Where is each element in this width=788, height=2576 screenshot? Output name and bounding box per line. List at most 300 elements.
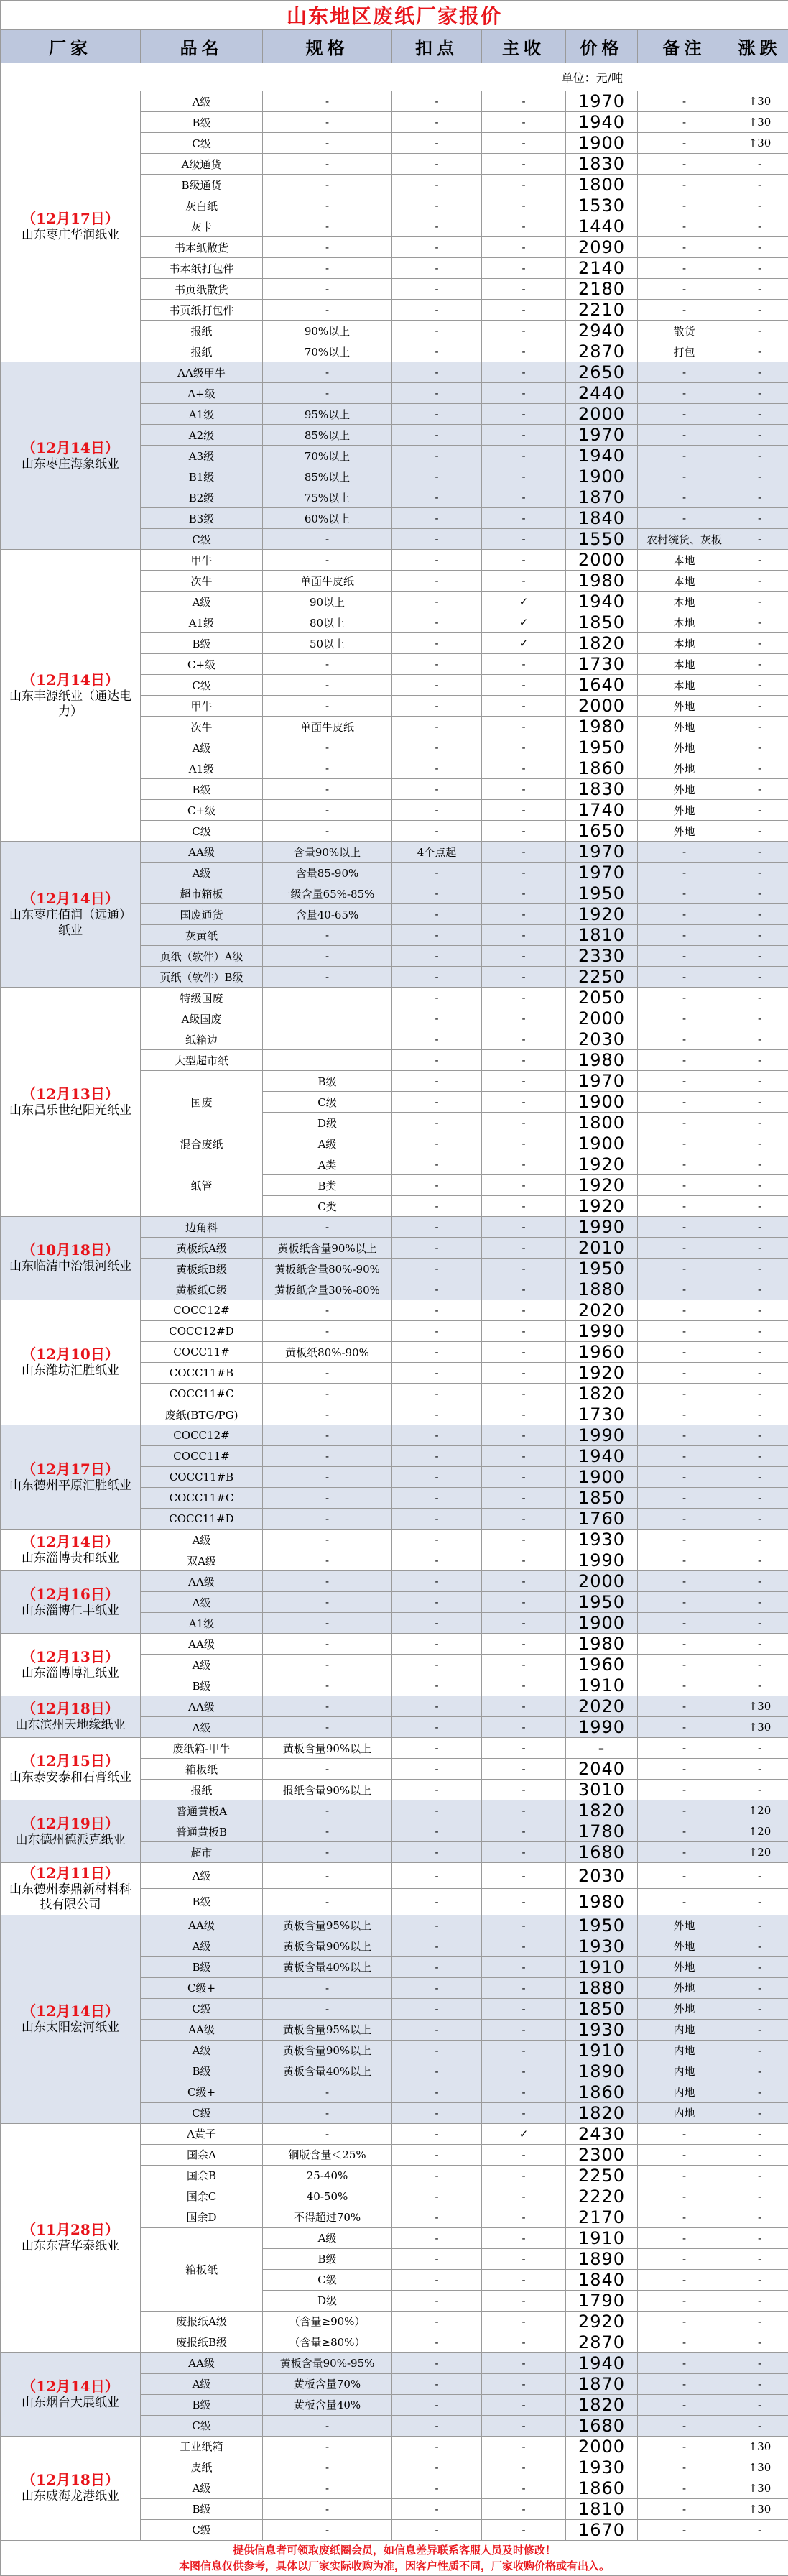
- note-cell: -: [638, 2269, 731, 2290]
- product-cell: 国余B: [141, 2165, 263, 2186]
- main-purchase-cell: -: [482, 2373, 566, 2394]
- price-cell: 2000: [566, 696, 638, 717]
- factory-cell: [1, 1800, 141, 1863]
- main-purchase-cell: -: [482, 1675, 566, 1696]
- deduction-cell: -: [392, 1133, 482, 1154]
- note-cell: -: [638, 1071, 731, 1092]
- main-purchase-cell: -: [482, 2457, 566, 2478]
- note-cell: -: [638, 2290, 731, 2311]
- product-cell: COCC11#B: [141, 1363, 263, 1384]
- deduction-cell: -: [392, 2248, 482, 2269]
- factory-cell: [1, 1571, 141, 1634]
- change-cell: -: [731, 1196, 788, 1217]
- main-purchase-cell: ✓: [482, 612, 566, 633]
- spec-cell: -: [263, 2415, 392, 2436]
- quote-date: （12月14日）: [4, 2378, 137, 2396]
- spec-cell: -: [263, 779, 392, 800]
- note-cell: -: [638, 1467, 731, 1488]
- change-cell: -: [731, 1384, 788, 1404]
- price-cell: 1860: [566, 2478, 638, 2498]
- spec-cell: -: [263, 800, 392, 821]
- change-cell: -: [731, 1321, 788, 1342]
- change-cell: -: [731, 1889, 788, 1915]
- product-cell: COCC11#C: [141, 1384, 263, 1404]
- price-cell: 1850: [566, 1488, 638, 1509]
- main-purchase-cell: -: [482, 2061, 566, 2082]
- product-cell: A级: [141, 592, 263, 612]
- note-cell: 农村统货、灰板: [638, 529, 731, 550]
- product-cell: B3级: [141, 508, 263, 529]
- spec-cell: -: [263, 258, 392, 279]
- main-purchase-cell: -: [482, 425, 566, 446]
- price-cell: 1930: [566, 1936, 638, 1956]
- spec-cell: -: [263, 821, 392, 842]
- main-purchase-cell: -: [482, 2040, 566, 2061]
- change-cell: -: [731, 529, 788, 550]
- deduction-cell: -: [392, 529, 482, 550]
- note-cell: -: [638, 2248, 731, 2269]
- spec-cell: -: [263, 112, 392, 133]
- spec-cell: 黄板含量95%以上: [263, 1915, 392, 1936]
- spec-cell: （含量≥90%）: [263, 2311, 392, 2332]
- main-purchase-cell: -: [482, 2019, 566, 2040]
- main-purchase-cell: -: [482, 1050, 566, 1071]
- change-cell: -: [731, 1738, 788, 1759]
- deduction-cell: -: [392, 1634, 482, 1655]
- price-cell: 1890: [566, 2061, 638, 2082]
- note-cell: -: [638, 1092, 731, 1113]
- change-cell: -: [731, 2082, 788, 2102]
- deduction-cell: -: [392, 988, 482, 1008]
- product-cell: 特级国废: [141, 988, 263, 1008]
- price-cell: 1950: [566, 1915, 638, 1936]
- deduction-cell: -: [392, 2311, 482, 2332]
- product-cell: 黄板纸C级: [141, 1279, 263, 1300]
- change-cell: -: [731, 321, 788, 341]
- factory-cell: [1, 2123, 141, 2352]
- note-cell: -: [638, 967, 731, 988]
- product-cell: C级+: [141, 2082, 263, 2102]
- deduction-cell: -: [392, 1759, 482, 1780]
- quote-date: （12月18日）: [4, 1700, 137, 1718]
- price-cell: 1820: [566, 2102, 638, 2123]
- product-cell: 报纸: [141, 341, 263, 362]
- deduction-cell: -: [392, 1998, 482, 2019]
- factory-cell: [1, 1738, 141, 1800]
- product-cell: 废报纸A级: [141, 2311, 263, 2332]
- main-purchase-cell: -: [482, 2227, 566, 2248]
- price-cell: 2020: [566, 1696, 638, 1717]
- main-purchase-cell: -: [482, 1217, 566, 1238]
- product-cell: B级: [141, 2394, 263, 2415]
- spec-cell: 85%以上: [263, 425, 392, 446]
- main-purchase-cell: -: [482, 1300, 566, 1321]
- spec-cell: 60%以上: [263, 508, 392, 529]
- footer-line-1: 提供信息者可领取废纸圈会员，如信息差异联系客服人员及时修改！: [1, 2542, 788, 2558]
- change-cell: -: [731, 633, 788, 654]
- note-cell: -: [638, 2519, 731, 2540]
- deduction-cell: -: [392, 1936, 482, 1956]
- note-cell: -: [638, 1738, 731, 1759]
- product-cell: B级: [141, 1956, 263, 1977]
- note-cell: -: [638, 1717, 731, 1738]
- price-cell: 2000: [566, 2436, 638, 2457]
- deduction-cell: -: [392, 946, 482, 967]
- change-cell: -: [731, 2144, 788, 2165]
- price-cell: 1960: [566, 1655, 638, 1675]
- deduction-cell: -: [392, 1238, 482, 1259]
- change-cell: -: [731, 1363, 788, 1384]
- product-cell: 工业纸箱: [141, 2436, 263, 2457]
- factory-cell: [1, 842, 141, 988]
- price-cell: 1760: [566, 1509, 638, 1530]
- note-cell: -: [638, 1321, 731, 1342]
- note-cell: -: [638, 2207, 731, 2227]
- change-cell: -: [731, 362, 788, 383]
- spec-cell: 黄板纸80%-90%: [263, 1342, 392, 1363]
- table-row: [1, 842, 788, 862]
- note-cell: -: [638, 446, 731, 466]
- price-cell: 2250: [566, 2165, 638, 2186]
- spec-cell: -: [263, 362, 392, 383]
- deduction-cell: -: [392, 466, 482, 487]
- change-cell: -: [731, 1675, 788, 1696]
- deduction-cell: -: [392, 2207, 482, 2227]
- deduction-cell: -: [392, 1915, 482, 1936]
- spec-cell: -: [263, 300, 392, 321]
- deduction-cell: -: [392, 550, 482, 571]
- product-cell: A级: [141, 737, 263, 758]
- main-purchase-cell: -: [482, 1571, 566, 1592]
- change-cell: -: [731, 1655, 788, 1675]
- price-cell: 1920: [566, 1196, 638, 1217]
- change-cell: -: [731, 758, 788, 779]
- product-cell: 灰卡: [141, 216, 263, 237]
- change-cell: -: [731, 1467, 788, 1488]
- main-purchase-cell: -: [482, 1915, 566, 1936]
- change-cell: -: [731, 279, 788, 300]
- change-cell: -: [731, 1915, 788, 1936]
- main-purchase-cell: -: [482, 2498, 566, 2519]
- price-cell: 1980: [566, 1889, 638, 1915]
- price-cell: 2180: [566, 279, 638, 300]
- deduction-cell: -: [392, 1977, 482, 1998]
- spec-cell: B级: [263, 2248, 392, 2269]
- factory-name: 山东德州平原汇胜纸业: [4, 1478, 137, 1494]
- main-purchase-cell: -: [482, 2207, 566, 2227]
- product-cell: 甲牛: [141, 550, 263, 571]
- note-cell: -: [638, 508, 731, 529]
- change-cell: -: [731, 1571, 788, 1592]
- product-cell: C级: [141, 2415, 263, 2436]
- quote-date: （12月17日）: [4, 1460, 137, 1478]
- deduction-cell: -: [392, 925, 482, 946]
- spec-cell: -: [263, 1998, 392, 2019]
- table-row: [1, 1217, 788, 1238]
- deduction-cell: -: [392, 133, 482, 154]
- price-cell: 1780: [566, 1821, 638, 1842]
- price-cell: 1950: [566, 1259, 638, 1279]
- spec-cell: -: [263, 196, 392, 216]
- change-cell: -: [731, 258, 788, 279]
- note-cell: -: [638, 2498, 731, 2519]
- price-cell: 1920: [566, 1154, 638, 1175]
- note-cell: -: [638, 300, 731, 321]
- price-cell: 2020: [566, 1300, 638, 1321]
- change-cell: -: [731, 717, 788, 737]
- note-cell: -: [638, 279, 731, 300]
- change-cell: -: [731, 1977, 788, 1998]
- main-purchase-cell: -: [482, 1936, 566, 1956]
- spec-cell: -: [263, 946, 392, 967]
- product-cell: 普通黄板A: [141, 1800, 263, 1821]
- price-cell: 1900: [566, 1467, 638, 1488]
- deduction-cell: -: [392, 571, 482, 592]
- price-cell: 1880: [566, 1279, 638, 1300]
- factory-name: 山东淄博贵和纸业: [4, 1551, 137, 1566]
- spec-cell: 70%以上: [263, 446, 392, 466]
- change-cell: -: [731, 1175, 788, 1196]
- change-cell: -: [731, 2519, 788, 2540]
- spec-cell: 报纸含量90%以上: [263, 1780, 392, 1800]
- deduction-cell: -: [392, 1800, 482, 1821]
- main-purchase-cell: -: [482, 1321, 566, 1342]
- note-cell: 本地: [638, 571, 731, 592]
- price-cell: 1440: [566, 216, 638, 237]
- main-purchase-cell: -: [482, 1530, 566, 1550]
- change-cell: -: [731, 154, 788, 175]
- note-cell: -: [638, 196, 731, 216]
- deduction-cell: -: [392, 2082, 482, 2102]
- price-cell: 1800: [566, 175, 638, 196]
- change-cell: -: [731, 383, 788, 404]
- change-cell: -: [731, 2352, 788, 2373]
- deduction-cell: -: [392, 258, 482, 279]
- spec-cell: -: [263, 175, 392, 196]
- product-cell: A级: [141, 862, 263, 883]
- change-cell: -: [731, 779, 788, 800]
- deduction-cell: -: [392, 862, 482, 883]
- spec-cell: 黄板含量40%以上: [263, 1956, 392, 1977]
- deduction-cell: -: [392, 1509, 482, 1530]
- price-cell: 1950: [566, 883, 638, 904]
- product-cell: B级: [141, 779, 263, 800]
- spec-cell: -: [263, 1300, 392, 1321]
- spec-cell: B类: [263, 1175, 392, 1196]
- deduction-cell: -: [392, 425, 482, 446]
- main-purchase-cell: -: [482, 362, 566, 383]
- product-cell: C级: [141, 133, 263, 154]
- change-cell: -: [731, 1050, 788, 1071]
- main-purchase-cell: -: [482, 1613, 566, 1634]
- product-cell: A级: [141, 2373, 263, 2394]
- change-cell: -: [731, 1634, 788, 1655]
- spec-cell: 75%以上: [263, 487, 392, 508]
- deduction-cell: -: [392, 1655, 482, 1675]
- note-cell: -: [638, 1613, 731, 1634]
- product-cell: COCC12#D: [141, 1321, 263, 1342]
- deduction-cell: -: [392, 508, 482, 529]
- product-cell: A级: [141, 1717, 263, 1738]
- note-cell: -: [638, 425, 731, 446]
- price-cell: 1890: [566, 2248, 638, 2269]
- deduction-cell: -: [392, 154, 482, 175]
- main-purchase-cell: -: [482, 2415, 566, 2436]
- spec-cell: -: [263, 216, 392, 237]
- price-cell: 1670: [566, 2519, 638, 2540]
- main-purchase-cell: -: [482, 466, 566, 487]
- main-purchase-cell: -: [482, 1092, 566, 1113]
- note-cell: -: [638, 1384, 731, 1404]
- main-purchase-cell: -: [482, 1759, 566, 1780]
- change-cell: -: [731, 2227, 788, 2248]
- product-cell: 纸管: [141, 1154, 263, 1217]
- price-cell: 2090: [566, 237, 638, 258]
- price-cell: 1900: [566, 1613, 638, 1634]
- note-cell: -: [638, 883, 731, 904]
- product-cell: 废纸(BTG/PG): [141, 1404, 263, 1425]
- main-purchase-cell: -: [482, 1998, 566, 2019]
- header-main-purchase: 主收: [482, 30, 566, 63]
- spec-cell: -: [263, 1759, 392, 1780]
- price-cell: -: [566, 1738, 638, 1759]
- main-purchase-cell: -: [482, 696, 566, 717]
- spec-cell: -: [263, 1488, 392, 1509]
- change-cell: -: [731, 1113, 788, 1133]
- product-cell: COCC11#: [141, 1446, 263, 1467]
- change-cell: -: [731, 1550, 788, 1571]
- deduction-cell: -: [392, 1259, 482, 1279]
- note-cell: -: [638, 1404, 731, 1425]
- deduction-cell: -: [392, 1175, 482, 1196]
- footer-line-2: 本图信息仅供参考，具体以厂家实际收购为准，因客户性质不同，厂家收购价格或有出入。: [1, 2558, 788, 2574]
- spec-cell: 黄板纸含量30%-80%: [263, 1279, 392, 1300]
- main-purchase-cell: -: [482, 1008, 566, 1029]
- note-cell: -: [638, 1509, 731, 1530]
- spec-cell: -: [263, 1675, 392, 1696]
- change-cell: -: [731, 1592, 788, 1613]
- product-cell: 黄板纸A级: [141, 1238, 263, 1259]
- factory-cell: [1, 2436, 141, 2540]
- main-purchase-cell: -: [482, 737, 566, 758]
- product-cell: 次牛: [141, 571, 263, 592]
- change-cell: ↑30: [731, 2436, 788, 2457]
- table-row: [1, 1696, 788, 1717]
- note-cell: -: [638, 237, 731, 258]
- change-cell: -: [731, 1217, 788, 1238]
- deduction-cell: -: [392, 1821, 482, 1842]
- product-cell: A+级: [141, 383, 263, 404]
- change-cell: -: [731, 300, 788, 321]
- price-cell: 1940: [566, 2352, 638, 2373]
- table-row: [1, 1300, 788, 1321]
- product-cell: 灰黄纸: [141, 925, 263, 946]
- product-cell: A级: [141, 2040, 263, 2061]
- main-purchase-cell: -: [482, 112, 566, 133]
- spec-cell: 70%以上: [263, 341, 392, 362]
- note-cell: -: [638, 1342, 731, 1363]
- main-purchase-cell: -: [482, 341, 566, 362]
- change-cell: -: [731, 1133, 788, 1154]
- table-row: [1, 1800, 788, 1821]
- change-cell: -: [731, 1530, 788, 1550]
- quote-date: （12月15日）: [4, 1752, 137, 1770]
- product-cell: 废纸箱-甲牛: [141, 1738, 263, 1759]
- deduction-cell: -: [392, 2415, 482, 2436]
- note-cell: 外地: [638, 779, 731, 800]
- main-purchase-cell: -: [482, 1509, 566, 1530]
- change-cell: -: [731, 1613, 788, 1634]
- deduction-cell: -: [392, 1300, 482, 1321]
- change-cell: ↑30: [731, 91, 788, 112]
- spec-cell: 黄板纸含量80%-90%: [263, 1259, 392, 1279]
- spec-cell: 单面牛皮纸: [263, 571, 392, 592]
- factory-cell: [1, 988, 141, 1217]
- main-purchase-cell: -: [482, 1717, 566, 1738]
- price-cell: 1950: [566, 737, 638, 758]
- note-cell: -: [638, 988, 731, 1008]
- note-cell: -: [638, 1571, 731, 1592]
- product-cell: 边角料: [141, 1217, 263, 1238]
- product-cell: 书页纸散货: [141, 279, 263, 300]
- note-cell: -: [638, 1300, 731, 1321]
- price-cell: 1640: [566, 675, 638, 696]
- price-cell: 1920: [566, 1363, 638, 1384]
- change-cell: -: [731, 1071, 788, 1092]
- deduction-cell: -: [392, 2332, 482, 2352]
- product-cell: 混合废纸: [141, 1133, 263, 1154]
- factory-name: 山东枣庄佰润（远通）纸业: [4, 908, 137, 939]
- note-cell: 本地: [638, 550, 731, 571]
- deduction-cell: -: [392, 883, 482, 904]
- change-cell: -: [731, 571, 788, 592]
- change-cell: -: [731, 216, 788, 237]
- main-purchase-cell: -: [482, 2394, 566, 2415]
- price-cell: 1930: [566, 1530, 638, 1550]
- deduction-cell: -: [392, 2373, 482, 2394]
- note-cell: -: [638, 2352, 731, 2373]
- note-cell: -: [638, 1889, 731, 1915]
- product-cell: A2级: [141, 425, 263, 446]
- factory-name: 山东枣庄海象纸业: [4, 457, 137, 472]
- note-cell: 外地: [638, 696, 731, 717]
- deduction-cell: -: [392, 654, 482, 675]
- quote-date: （10月18日）: [4, 1241, 137, 1259]
- spec-cell: 黄板含量90%-95%: [263, 2352, 392, 2373]
- price-cell: 2220: [566, 2186, 638, 2207]
- note-cell: 散货: [638, 321, 731, 341]
- note-cell: -: [638, 362, 731, 383]
- price-cell: 1970: [566, 842, 638, 862]
- deduction-cell: -: [392, 737, 482, 758]
- change-cell: -: [731, 2040, 788, 2061]
- product-cell: A级国废: [141, 1008, 263, 1029]
- deduction-cell: -: [392, 1738, 482, 1759]
- product-cell: 次牛: [141, 717, 263, 737]
- change-cell: -: [731, 1154, 788, 1175]
- price-cell: 1910: [566, 1956, 638, 1977]
- change-cell: -: [731, 1259, 788, 1279]
- factory-name: 山东烟台大展纸业: [4, 2396, 137, 2411]
- main-purchase-cell: -: [482, 654, 566, 675]
- change-cell: ↑20: [731, 1842, 788, 1863]
- note-cell: -: [638, 133, 731, 154]
- change-cell: -: [731, 862, 788, 883]
- product-cell: 国余D: [141, 2207, 263, 2227]
- deduction-cell: -: [392, 383, 482, 404]
- spec-cell: -: [263, 2082, 392, 2102]
- main-purchase-cell: -: [482, 821, 566, 842]
